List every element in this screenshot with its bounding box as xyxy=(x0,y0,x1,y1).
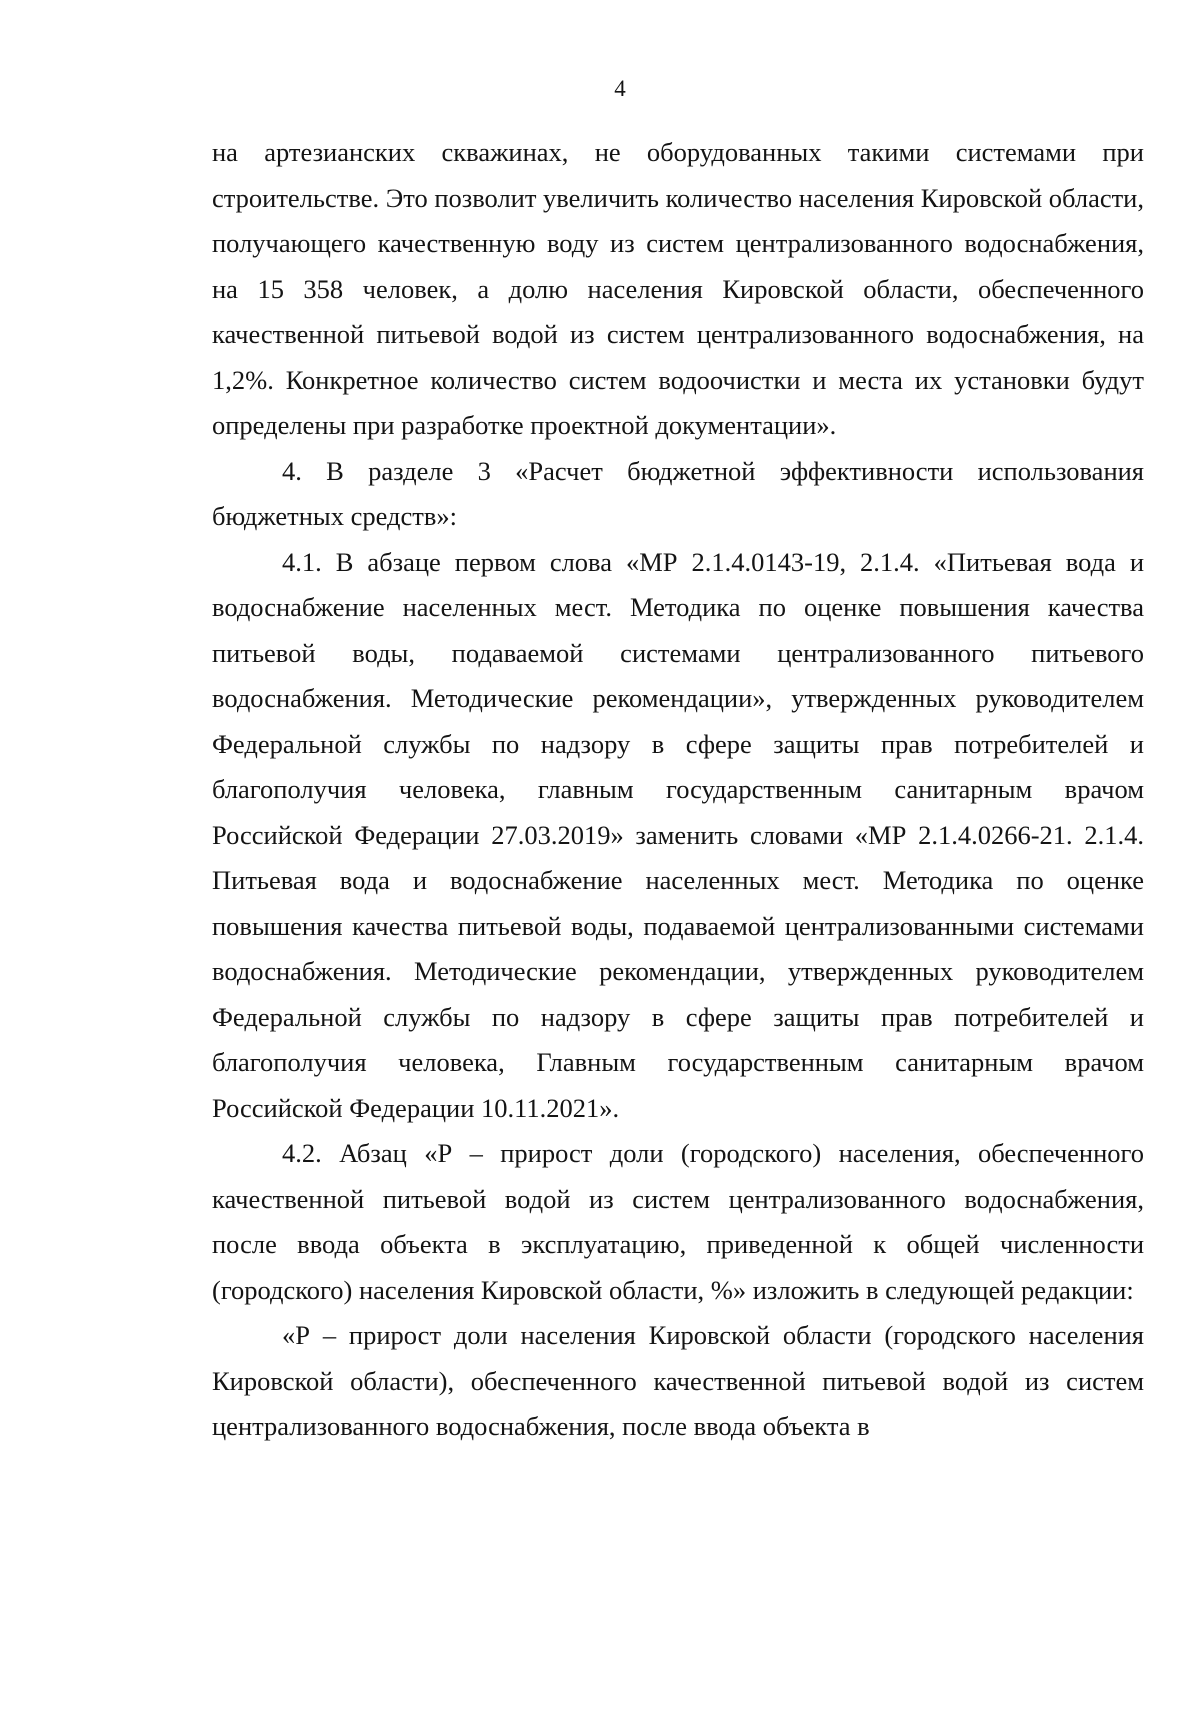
paragraph-section-4-2: 4.2. Абзац «Р – прирост доли (городского) населения, обеспеченного качественной питьевой водой из систем централизованного водоснабжения, после ввода объекта в эксплуатацию, приведенной к общей численности (городского) населения Кировской области, %» изложить в следующей редакции: xyxy=(212,1138,1144,1305)
document-body xyxy=(212,130,1144,1450)
paragraph-section-4: 4. В разделе 3 «Расчет бюджетной эффективности использования бюджетных средств»: xyxy=(212,455,1144,531)
paragraph-new-wording: «Р – прирост доли населения Кировской области (городского населения Кировской области), обеспеченного качественной питьевой водой из систем централизованного водоснабжения, после ввода объекта в xyxy=(212,1320,1144,1441)
paragraph-continuation: на артезианских скважинах, не оборудованных такими системами при строительстве. Это позволит увеличить количество населения Кировской области, получающего качественную воду из систем централизованного водоснабжения, на 15 358 человек, а долю населения Кировской области, обеспеченного качественной питьевой водой из систем централизованного водоснабжения, на 1,2%. Конкретное количество систем водоочистки и места их установки будут определены при разработке проектной документации». xyxy=(212,137,1144,440)
paragraph-section-4-1: 4.1. В абзаце первом слова «МР 2.1.4.0143-19, 2.1.4. «Питьевая вода и водоснабжение населенных мест. Методика по оценке повышения качества питьевой воды, подаваемой системами централизованного питьевого водоснабжения. Методические рекомендации», утвержденных руководителем Федеральной службы по надзору в сфере защиты прав потребителей и благополучия человека, главным государственным санитарным врачом Российской Федерации 27.03.2019» заменить словами «МР 2.1.4.0266-21. 2.1.4. Питьевая вода и водоснабжение населенных мест. Методика по оценке повышения качества питьевой воды, подаваемой централизованными системами водоснабжения. Методические рекомендации, утвержденных руководителем Федеральной службы по надзору в сфере защиты прав потребителей и благополучия человека, Главным государственным санитарным врачом Российской Федерации 10.11.2021». xyxy=(212,546,1144,1123)
page-number: 4 xyxy=(614,76,626,101)
